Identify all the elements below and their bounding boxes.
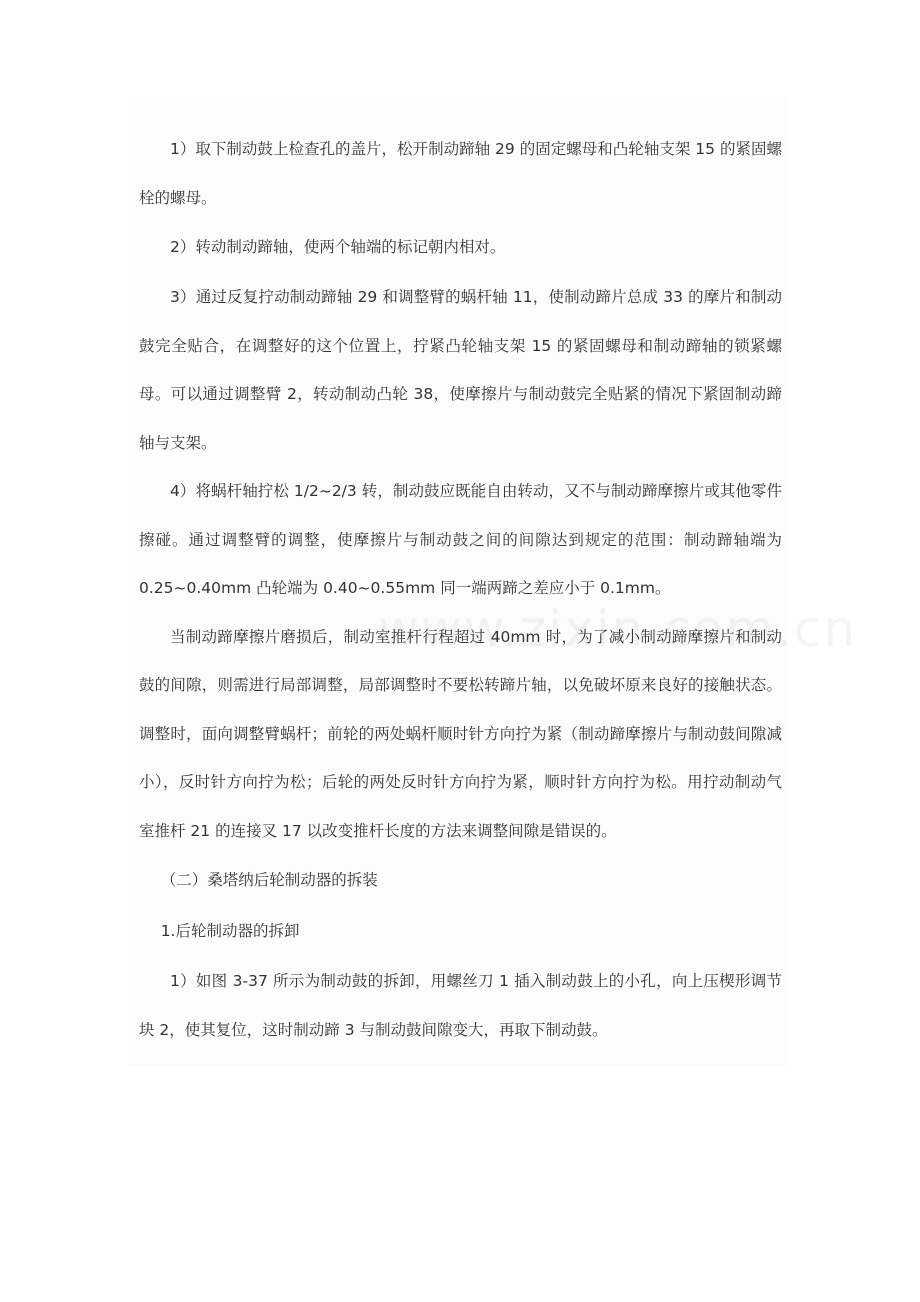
paragraph-step-2: 2）转动制动蹄轴，使两个轴端的标记朝内相对。 bbox=[170, 238, 506, 256]
paragraph-step-4: 4）将蜗杆轴拧松 1/2~2/3 转，制动鼓应既能自由转动，又不与制动蹄摩擦片或其他零件擦碰。通过调整臂的调整，使摩擦片与制动鼓之间的间隙达到规定的范围：制动蹄轴端为 0.25~0.40mm 凸轮端为 0.40~0.55mm 同一端两蹄之差应小于 0.1mm。 bbox=[139, 482, 782, 597]
sub-heading: 1.后轮制动器的拆卸 bbox=[160, 922, 300, 940]
paragraph-wear-adjustment: 当制动蹄摩擦片磨损后，制动室推杆行程超过 40mm 时，为了减小制动蹄摩擦片和制动鼓的间隙，则需进行局部调整，局部调整时不要松转蹄片轴，以免破坏原来良好的接触状态。调整时，面向调整臂蜗杆；前轮的两处蜗杆顺时针方向拧为紧（制动蹄摩擦片与制动鼓间隙减小），反时针方向拧为松；后轮的两处反时针方向拧为紧，顺时针方向拧为松。用拧动制动气室推杆 21 的连接叉 17 以改变推杆长度的方法来调整间隙是错误的。 bbox=[139, 627, 782, 840]
paragraph-rear-step-1: 1）如图 3-37 所示为制动鼓的拆卸，用螺丝刀 1 插入制动鼓上的小孔，向上压楔形调节块 2，使其复位，这时制动蹄 3 与制动鼓间隙变大，再取下制动鼓。 bbox=[139, 972, 782, 1039]
paragraph-step-1: 1）取下制动鼓上检查孔的盖片，松开制动蹄轴 29 的固定螺母和凸轮轴支架 15 的紧固螺栓的螺母。 bbox=[139, 140, 782, 207]
section-heading: （二）桑塔纳后轮制动器的拆装 bbox=[160, 871, 378, 889]
document-body bbox=[139, 125, 782, 1054]
paragraph-step-3: 3）通过反复拧动制动蹄轴 29 和调整臂的蜗杆轴 11，使制动蹄片总成 33 的摩片和制动鼓完全贴合，在调整好的这个位置上，拧紧凸轮轴支架 15 的紧固螺母和制动蹄轴的锁紧螺母。可以通过调整臂 2，转动制动凸轮 38，使摩擦片与制动鼓完全贴紧的情况下紧固制动蹄轴与支架。 bbox=[139, 288, 782, 452]
